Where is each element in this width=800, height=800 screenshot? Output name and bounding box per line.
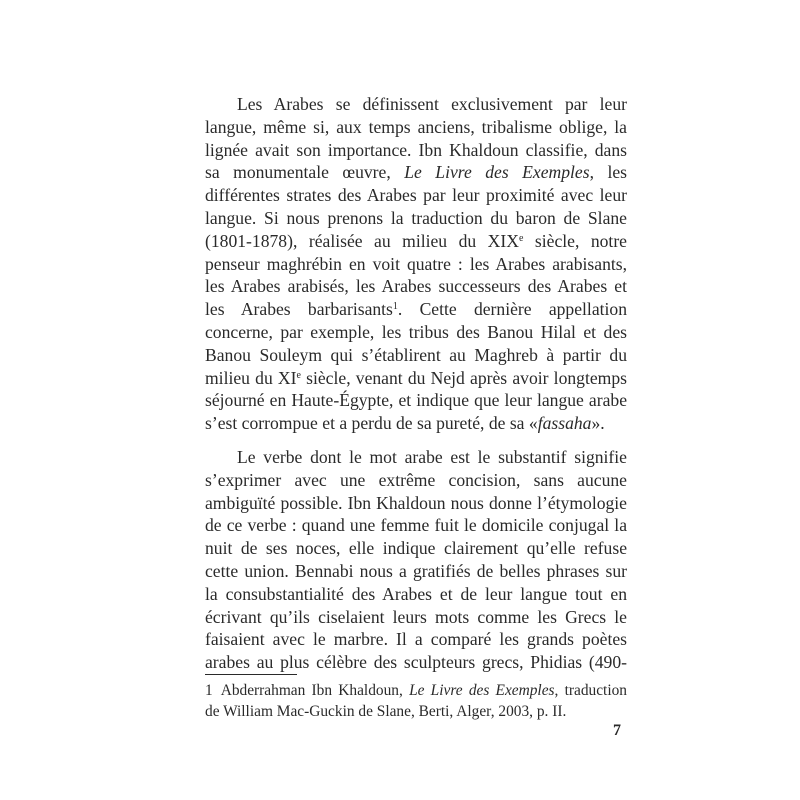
- paragraph-1: [205, 93, 627, 435]
- paragraph-2: Le verbe dont le mot arabe est le substantif signifie s’exprimer avec une extrême concision, sans aucune ambiguïté possible. Ibn Khaldoun nous donne l’étymologie de ce verbe : quand une femme fuit le domicile conjugal la nuit de ses noces, elle indique clairement qu’elle refuse cette union. Bennabi nous a gratifiés de belles phrases sur la consubstantialité des Arabes et de leur langue tout en écrivant qu’ils ciselaient leurs mots comme les Grecs le faisaient avec le marbre. Il a comparé les grands poètes arabes au plus célèbre des sculpteurs grecs, Phidias (490-: [205, 446, 627, 673]
- arabic-term-italic: fassaha: [537, 413, 592, 434]
- page-number: 7: [613, 722, 621, 739]
- footnote-book-title: Le Livre des Exemples: [409, 682, 555, 699]
- century-superscript: e: [296, 369, 301, 381]
- paragraph-1-text-f: ».: [591, 413, 605, 434]
- footnote: [205, 680, 627, 722]
- paragraph-1-text-c: siècle, notre penseur maghrébin en voit quatre : les Arabes arabisants, les Arabes arabisés, les Arabes successeurs des Arabes et les Arabes barbarisants: [205, 230, 627, 320]
- paragraph-1-text-a: Les Arabes se définissent exclusivement par leur langue, même si, aux temps anciens, tribalisme oblige, la lignée avait son importance. Ibn Khaldoun classifie, dans sa monumentale œuvre,: [205, 94, 627, 183]
- book-title-italic: Le Livre des Exemples: [404, 162, 590, 183]
- footnote-text-a: Abderrahman Ibn Khaldoun,: [220, 682, 410, 699]
- century-superscript: e: [518, 232, 524, 244]
- paragraph-1-text-e: siècle, venant du Nejd après avoir longtemps séjourné en Haute-Égypte, et indique que leur langue arabe s’est corrompue et a perdu de sa pureté, de sa «: [205, 367, 627, 434]
- body-text: [205, 93, 627, 674]
- paragraph-1-text-d: . Cette dernière appellation concerne, par exemple, les tribus des Banou Hilal et des Banou Souleym qui s’établirent au Maghreb à partir du milieu du XI: [205, 299, 627, 388]
- footnote-text-b: , traduction de William Mac-Guckin de Slane, Berti, Alger, 2003, p. II.: [205, 682, 628, 720]
- footnote-reference: 1: [392, 301, 398, 313]
- paragraph-1-text-b: , les différentes strates des Arabes par leur proximité avec leur langue. Si nous prenons la traduction du baron de Slane (1801-1878), réalisée au milieu du XIX: [205, 162, 628, 251]
- footnote-divider: [205, 674, 297, 675]
- footnote-number: 1: [205, 682, 213, 699]
